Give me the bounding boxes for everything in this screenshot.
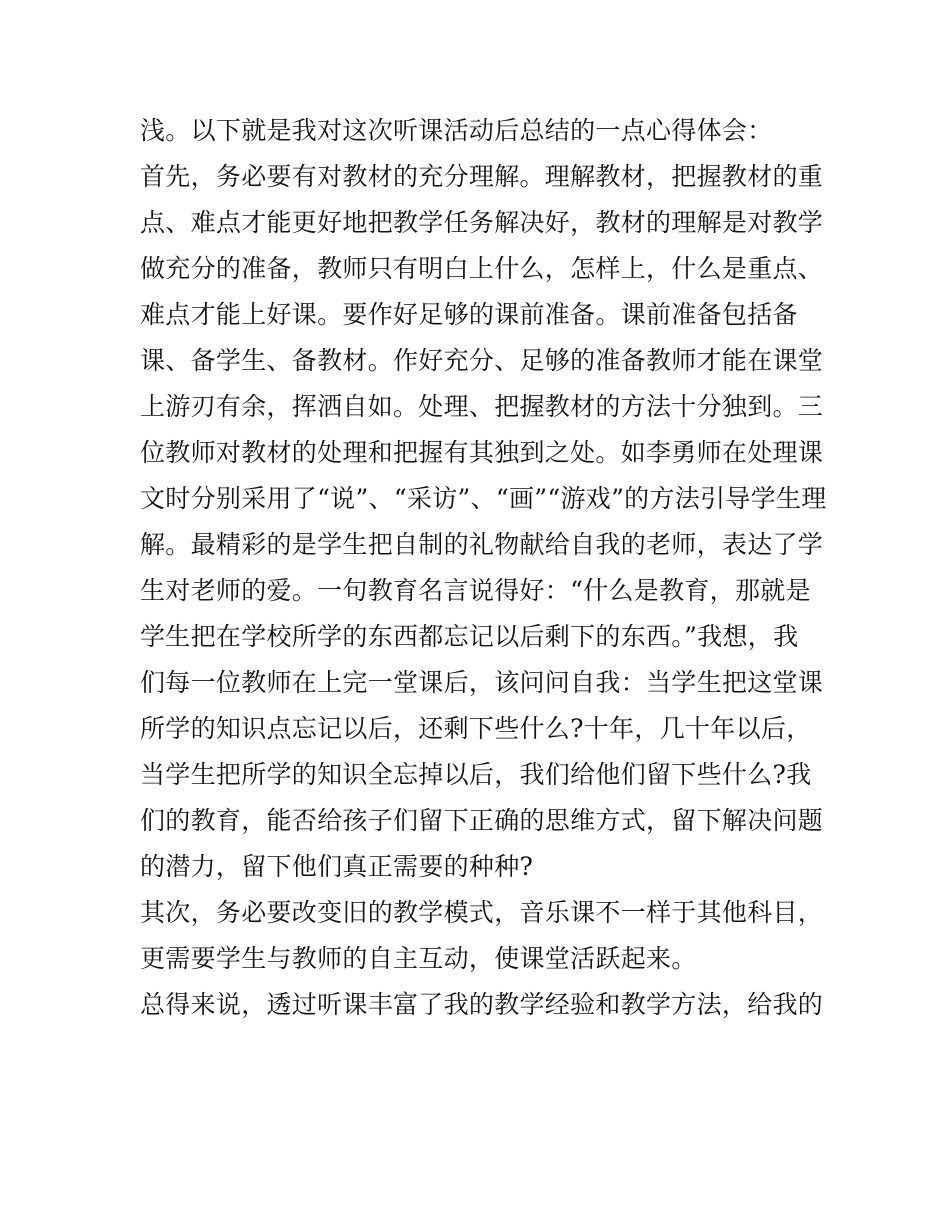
text-line: 难点才能上好课。要作好足够的课前准备。课前准备包括备 xyxy=(140,300,798,329)
text-line: 解。最精彩的是学生把自制的礼物献给自我的老师，表达了学 xyxy=(140,530,824,559)
text-line: 当学生把所学的知识全忘掉以后，我们给他们留下些什么?我 xyxy=(140,760,812,789)
text-line: 生对老师的爱。一句教育名言说得好：“什么是教育，那就是 xyxy=(140,576,811,605)
text-line: 课、备学生、备教材。作好充分、足够的准备教师才能在课堂 xyxy=(140,346,824,375)
text-line: 总得来说，透过听课丰富了我的教学经验和教学方法，给我的 xyxy=(140,990,824,1019)
text-line: 上游刃有余，挥洒自如。处理、把握教材的方法十分独到。三 xyxy=(140,392,824,421)
text-line: 学生把在学校所学的东西都忘记以后剩下的东西。”我想，我 xyxy=(140,622,799,651)
text-line: 所学的知识点忘记以后，还剩下些什么?十年，几十年以后， xyxy=(140,714,812,743)
text-line: 点、难点才能更好地把教学任务解决好，教材的理解是对教学 xyxy=(140,208,824,237)
text-line: 做充分的准备，教师只有明白上什么，怎样上，什么是重点、 xyxy=(140,254,824,283)
text-line: 们的教育，能否给孩子们留下正确的思维方式，留下解决问题 xyxy=(140,806,824,835)
text-line: 们每一位教师在上完一堂课后，该问问自我：当学生把这堂课 xyxy=(140,668,824,697)
text-line: 位教师对教材的处理和把握有其独到之处。如李勇师在处理课 xyxy=(140,438,824,467)
text-line: 其次，务必要改变旧的教学模式，音乐课不一样于其他科目， xyxy=(140,898,824,927)
text-line: 更需要学生与教师的自主互动，使课堂活跃起来。 xyxy=(140,944,697,973)
text-line: 浅。以下就是我对这次听课活动后总结的一点心得体会： xyxy=(140,116,773,145)
text-line: 首先，务必要有对教材的充分理解。理解教材，把握教材的重 xyxy=(140,162,824,191)
document-body xyxy=(140,108,827,1028)
text-line: 文时分别采用了“说”、“采访”、“画”“游戏”的方法引导学生理 xyxy=(140,484,827,513)
text-line: 的潜力，留下他们真正需要的种种? xyxy=(140,852,534,881)
